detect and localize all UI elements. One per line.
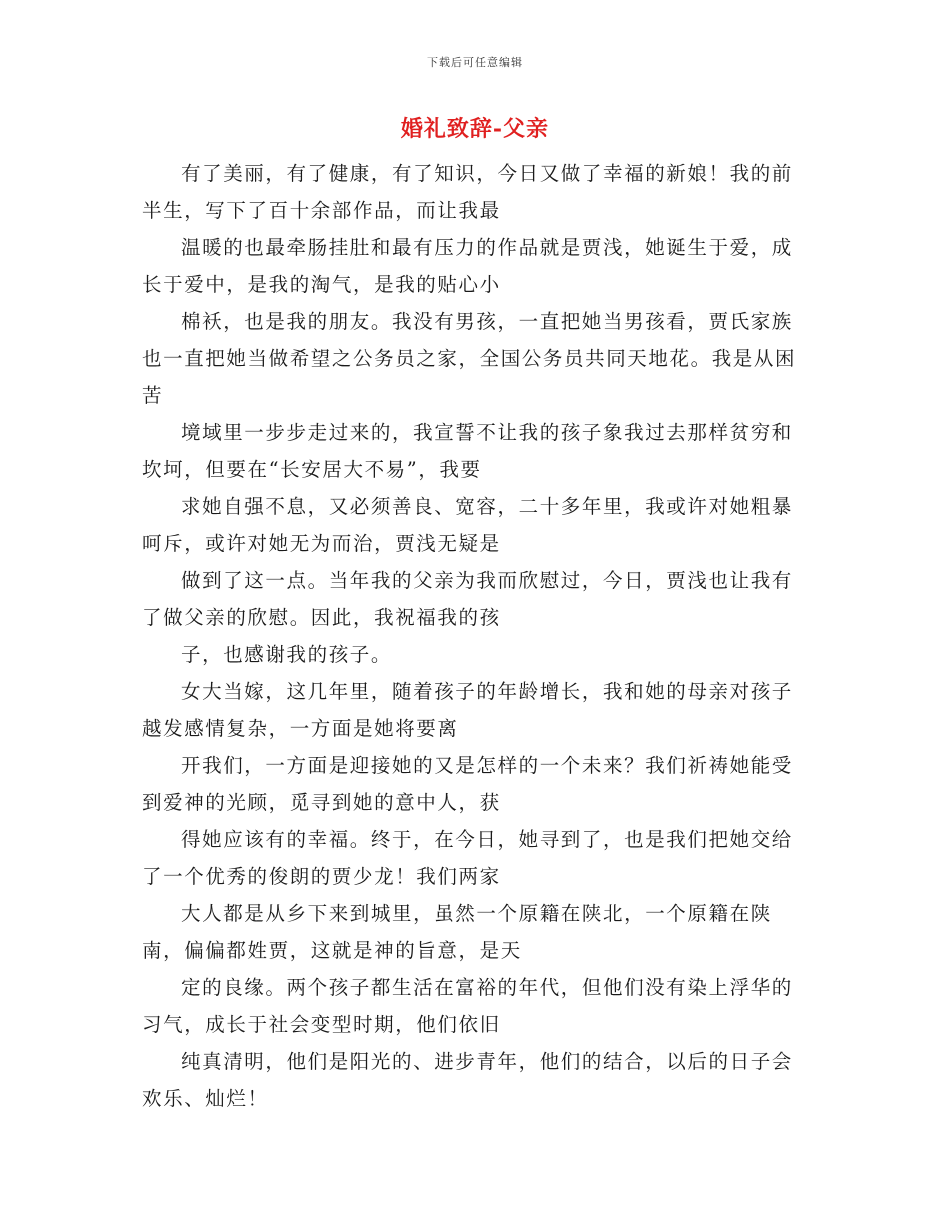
paragraph: 求她自强不息，又必须善良、宽容，二十多年里，我或许对她粗暴呵斥，或许对她无为而治，贾浅无疑是 [142, 495, 793, 555]
paragraph: 温暖的也最牵肠挂肚和最有压力的作品就是贾浅，她诞生于爱，成长于爱中，是我的淘气，是我的贴心小 [142, 236, 793, 296]
paragraph: 境域里一步步走过来的，我宣誓不让我的孩子象我过去那样贫穷和坎坷，但要在“长安居大不易”，我要 [142, 421, 793, 481]
header-note: 下载后可任意编辑 [427, 56, 523, 69]
paragraph: 开我们，一方面是迎接她的又是怎样的一个未来？我们祈祷她能受到爱神的光顾，觅寻到她的意中人，获 [142, 754, 793, 814]
document-title: 婚礼致辞-父亲 [400, 116, 550, 142]
paragraph: 子，也感谢我的孩子。 [181, 643, 393, 666]
document-body [142, 155, 802, 1117]
paragraph: 纯真清明，他们是阳光的、进步青年，他们的结合，以后的日子会欢乐、灿烂！ [142, 1050, 793, 1110]
paragraph: 有了美丽，有了健康，有了知识，今日又做了幸福的新娘！我的前半生，写下了百十余部作品，而让我最 [142, 162, 793, 222]
paragraph: 做到了这一点。当年我的父亲为我而欣慰过，今日，贾浅也让我有了做父亲的欣慰。因此，我祝福我的孩 [142, 569, 793, 629]
paragraph: 大人都是从乡下来到城里，虽然一个原籍在陕北，一个原籍在陕南，偏偏都姓贾，这就是神的旨意，是天 [142, 902, 772, 962]
paragraph: 得她应该有的幸福。终于，在今日，她寻到了，也是我们把她交给了一个优秀的俊朗的贾少龙！我们两家 [142, 828, 793, 888]
paragraph: 定的良缘。两个孩子都生活在富裕的年代，但他们没有染上浮华的习气，成长于社会变型时期，他们依旧 [142, 976, 793, 1036]
paragraph: 女大当嫁，这几年里，随着孩子的年龄增长，我和她的母亲对孩子越发感情复杂，一方面是她将要离 [142, 680, 793, 740]
paragraph: 棉袄，也是我的朋友。我没有男孩，一直把她当男孩看，贾氏家族也一直把她当做希望之公务员之家，全国公务员共同天地花。我是从困苦 [142, 310, 797, 407]
